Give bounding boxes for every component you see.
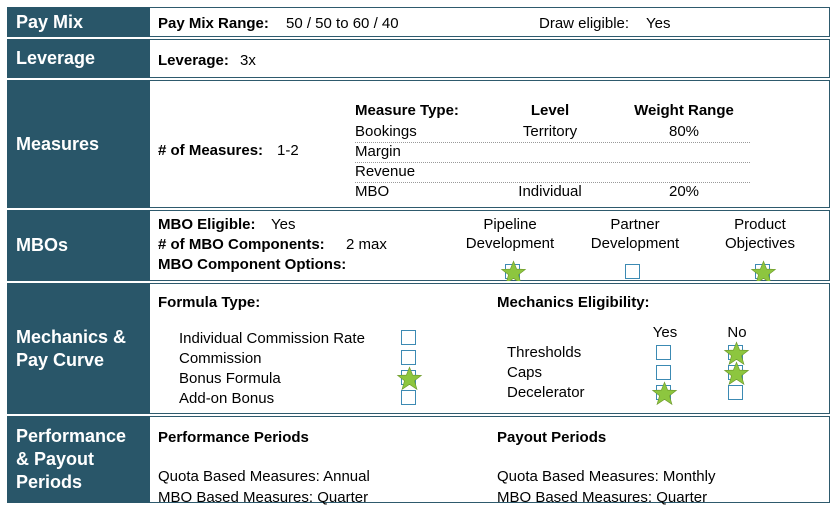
row-periods [7,416,830,506]
draw-eligible-label: Draw eligible: [539,15,630,32]
row-label-leverage: Leverage [7,39,150,78]
row-measures [7,80,830,208]
measure-row-weight: 20% [668,183,700,200]
payout-quota-measures: Quota Based Measures: Monthly [497,468,716,485]
row-label-periods [7,416,150,503]
leverage-label: Leverage: [158,52,229,69]
row-content-measures [150,80,830,208]
row-label-mechanics-line1: Mechanics & [16,326,127,347]
level-header: Level [530,102,570,119]
mbo-eligible-value: Yes [271,216,296,233]
row-label-periods-line2: & Payout [16,449,95,469]
row-content-leverage [150,39,830,78]
pay-mix-range-label: Pay Mix Range: [158,15,269,32]
measures-count-value: 1-2 [277,142,299,159]
row-label-mechanics [7,283,150,414]
row-content-periods [150,416,830,506]
eligibility-no-header: No [727,324,747,341]
row-label-pay-mix: Pay Mix [7,7,150,37]
mbo-option-pipeline-checkbox[interactable] [505,264,520,279]
measure-row-type: Margin [355,143,401,160]
thresholds-no-checkbox[interactable] [728,345,743,360]
weight-range-header: Weight Range [634,102,734,119]
row-pay-mix [7,7,830,37]
star-check-icon [723,361,750,386]
caps-yes-checkbox[interactable] [656,365,671,380]
mbo-option-partner-line1: Partner [610,216,660,233]
row-leverage [7,39,830,78]
mechanics-eligibility-title: Mechanics Eligibility: [497,294,650,311]
pay-mix-range-value: 50 / 50 to 60 / 40 [286,15,399,32]
measure-row-type: Bookings [355,123,417,140]
thresholds-yes-checkbox[interactable] [656,345,671,360]
row-label-measures: Measures [7,80,150,208]
formula-bonus-checkbox[interactable] [401,370,416,385]
mbo-eligible-label: MBO Eligible: [158,216,256,233]
formula-commission-rate-checkbox[interactable] [401,330,416,345]
mbo-option-product-line2: Objectives [724,235,796,252]
measure-row-weight: 80% [668,123,700,140]
formula-type-title: Formula Type: [158,294,261,311]
performance-periods-title: Performance Periods [158,429,309,446]
row-mechanics [7,283,830,414]
formula-option-label: Bonus Formula [179,370,281,387]
formula-option-label: Add-on Bonus [179,390,275,407]
performance-quota-measures: Quota Based Measures: Annual [158,468,370,485]
formula-addon-bonus-checkbox[interactable] [401,390,416,405]
row-mbos [7,210,830,281]
measures-count-label: # of Measures: [158,142,264,159]
row-label-periods-line1: Performance [16,426,127,446]
measure-row-level: Individual [518,183,582,200]
row-content-pay-mix [150,7,830,37]
leverage-value: 3x [240,52,256,69]
row-label-periods-line3: Periods [16,472,83,492]
performance-mbo-measures: MBO Based Measures: Quarter [158,489,369,506]
measure-type-header: Measure Type: [355,102,459,119]
measure-row-type: Revenue [355,163,416,180]
eligibility-yes-header: Yes [652,324,678,341]
mbo-option-pipeline-line2: Development [465,235,555,252]
mbo-options-label: MBO Component Options: [158,256,347,273]
mbo-option-product-line1: Product [734,216,786,233]
row-content-mechanics [150,283,830,414]
caps-no-checkbox[interactable] [728,365,743,380]
eligibility-item-label: Caps [507,364,543,381]
compensation-plan-table [7,7,830,506]
eligibility-item-label: Thresholds [507,344,582,361]
mbo-components-value: 2 max [346,236,387,253]
formula-option-label: Individual Commission Rate [179,330,365,347]
mbo-option-pipeline-line1: Pipeline [483,216,537,233]
decelerator-yes-checkbox[interactable] [656,385,671,400]
star-check-icon [651,381,678,406]
mbo-option-partner-line2: Development [590,235,680,252]
row-label-mechanics-line2: Pay Curve [16,349,105,370]
payout-periods-title: Payout Periods [497,429,607,446]
formula-option-label: Commission [179,350,262,367]
draw-eligible-value: Yes [646,15,671,32]
mbo-option-partner-checkbox[interactable] [625,264,640,279]
mbo-option-product-checkbox[interactable] [755,264,770,279]
star-check-icon [396,366,423,391]
payout-mbo-measures: MBO Based Measures: Quarter [497,489,708,506]
measure-row-type: MBO [355,183,390,200]
formula-commission-checkbox[interactable] [401,350,416,365]
row-label-mbos: MBOs [7,210,150,281]
measure-row-level: Territory [522,123,578,140]
mbo-components-label: # of MBO Components: [158,236,325,253]
row-content-mbos [150,210,830,281]
decelerator-no-checkbox[interactable] [728,385,743,400]
eligibility-item-label: Decelerator [507,384,585,401]
measure-row-divider [355,142,750,143]
